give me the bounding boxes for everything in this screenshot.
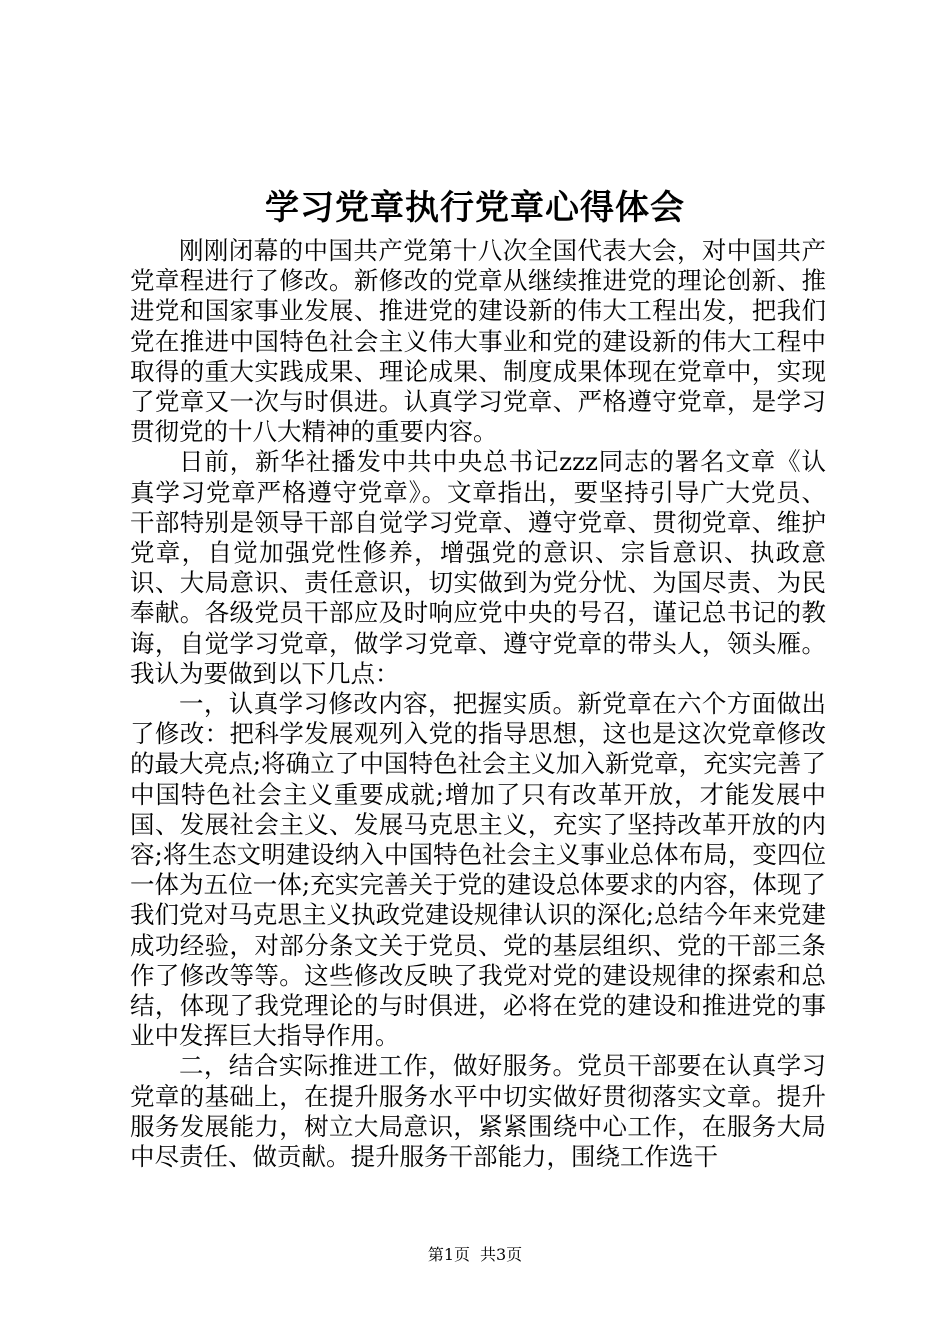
paragraph: 一，认真学习修改内容，把握实质。新党章在六个方面做出了修改：把科学发展观列入党的指导思想，这也是这次党章修改的最大亮点;将确立了中国特色社会主义加入新党章，充实完善了中国特色社会主义重要成就;增加了只有改革开放，才能发展中国、发展社会主义、发展马克思主义，充实了坚持改革开放的内容;将生态文明建设纳入中国特色社会主义事业总体布局，变四位一体为五位一体;充实完善关于党的建设总体要求的内容，体现了我们党对马克思主义执政党建设规律认识的深化;总结今年来党建成功经验，对部分条文关于党员、党的基层组织、党的干部三条作了修改等等。这些修改反映了我党对党的建设规律的探索和总结，体现了我党理论的与时俱进，必将在党的建设和推进党的事业中发挥巨大指导作用。	[130, 689, 826, 1051]
page-footer	[0, 1244, 950, 1266]
document-body	[130, 236, 826, 1172]
paragraph: 二，结合实际推进工作，做好服务。党员干部要在认真学习党章的基础上，在提升服务水平中切实做好贯彻落实文章。提升服务发展能力，树立大局意识，紧紧围绕中心工作，在服务大局中尽责任、做贡献。提升服务干部能力，围绕工作选干	[130, 1051, 826, 1172]
page-number: 第1页	[427, 1245, 470, 1264]
page-total: 共3页	[480, 1245, 523, 1264]
paragraph: 日前，新华社播发中共中央总书记zzz同志的署名文章《认真学习党章严格遵守党章》。文章指出，要坚持引导广大党员、干部特别是领导干部自觉学习党章、遵守党章、贯彻党章、维护党章，自觉加强党性修养，增强党的意识、宗旨意识、执政意识、大局意识、责任意识，切实做到为党分忧、为国尽责、为民奉献。各级党员干部应及时响应党中央的号召，谨记总书记的教诲，自觉学习党章，做学习党章、遵守党章的带头人，领头雁。我认为要做到以下几点：	[130, 447, 826, 688]
paragraph: 刚刚闭幕的中国共产党第十八次全国代表大会，对中国共产党章程进行了修改。新修改的党章从继续推进党的理论创新、推进党和国家事业发展、推进党的建设新的伟大工程出发，把我们党在推进中国特色社会主义伟大事业和党的建设新的伟大工程中取得的重大实践成果、理论成果、制度成果体现在党章中，实现了党章又一次与时俱进。认真学习党章、严格遵守党章，是学习贯彻党的十八大精神的重要内容。	[130, 236, 826, 447]
document-title: 学习党章执行党章心得体会	[265, 188, 685, 228]
